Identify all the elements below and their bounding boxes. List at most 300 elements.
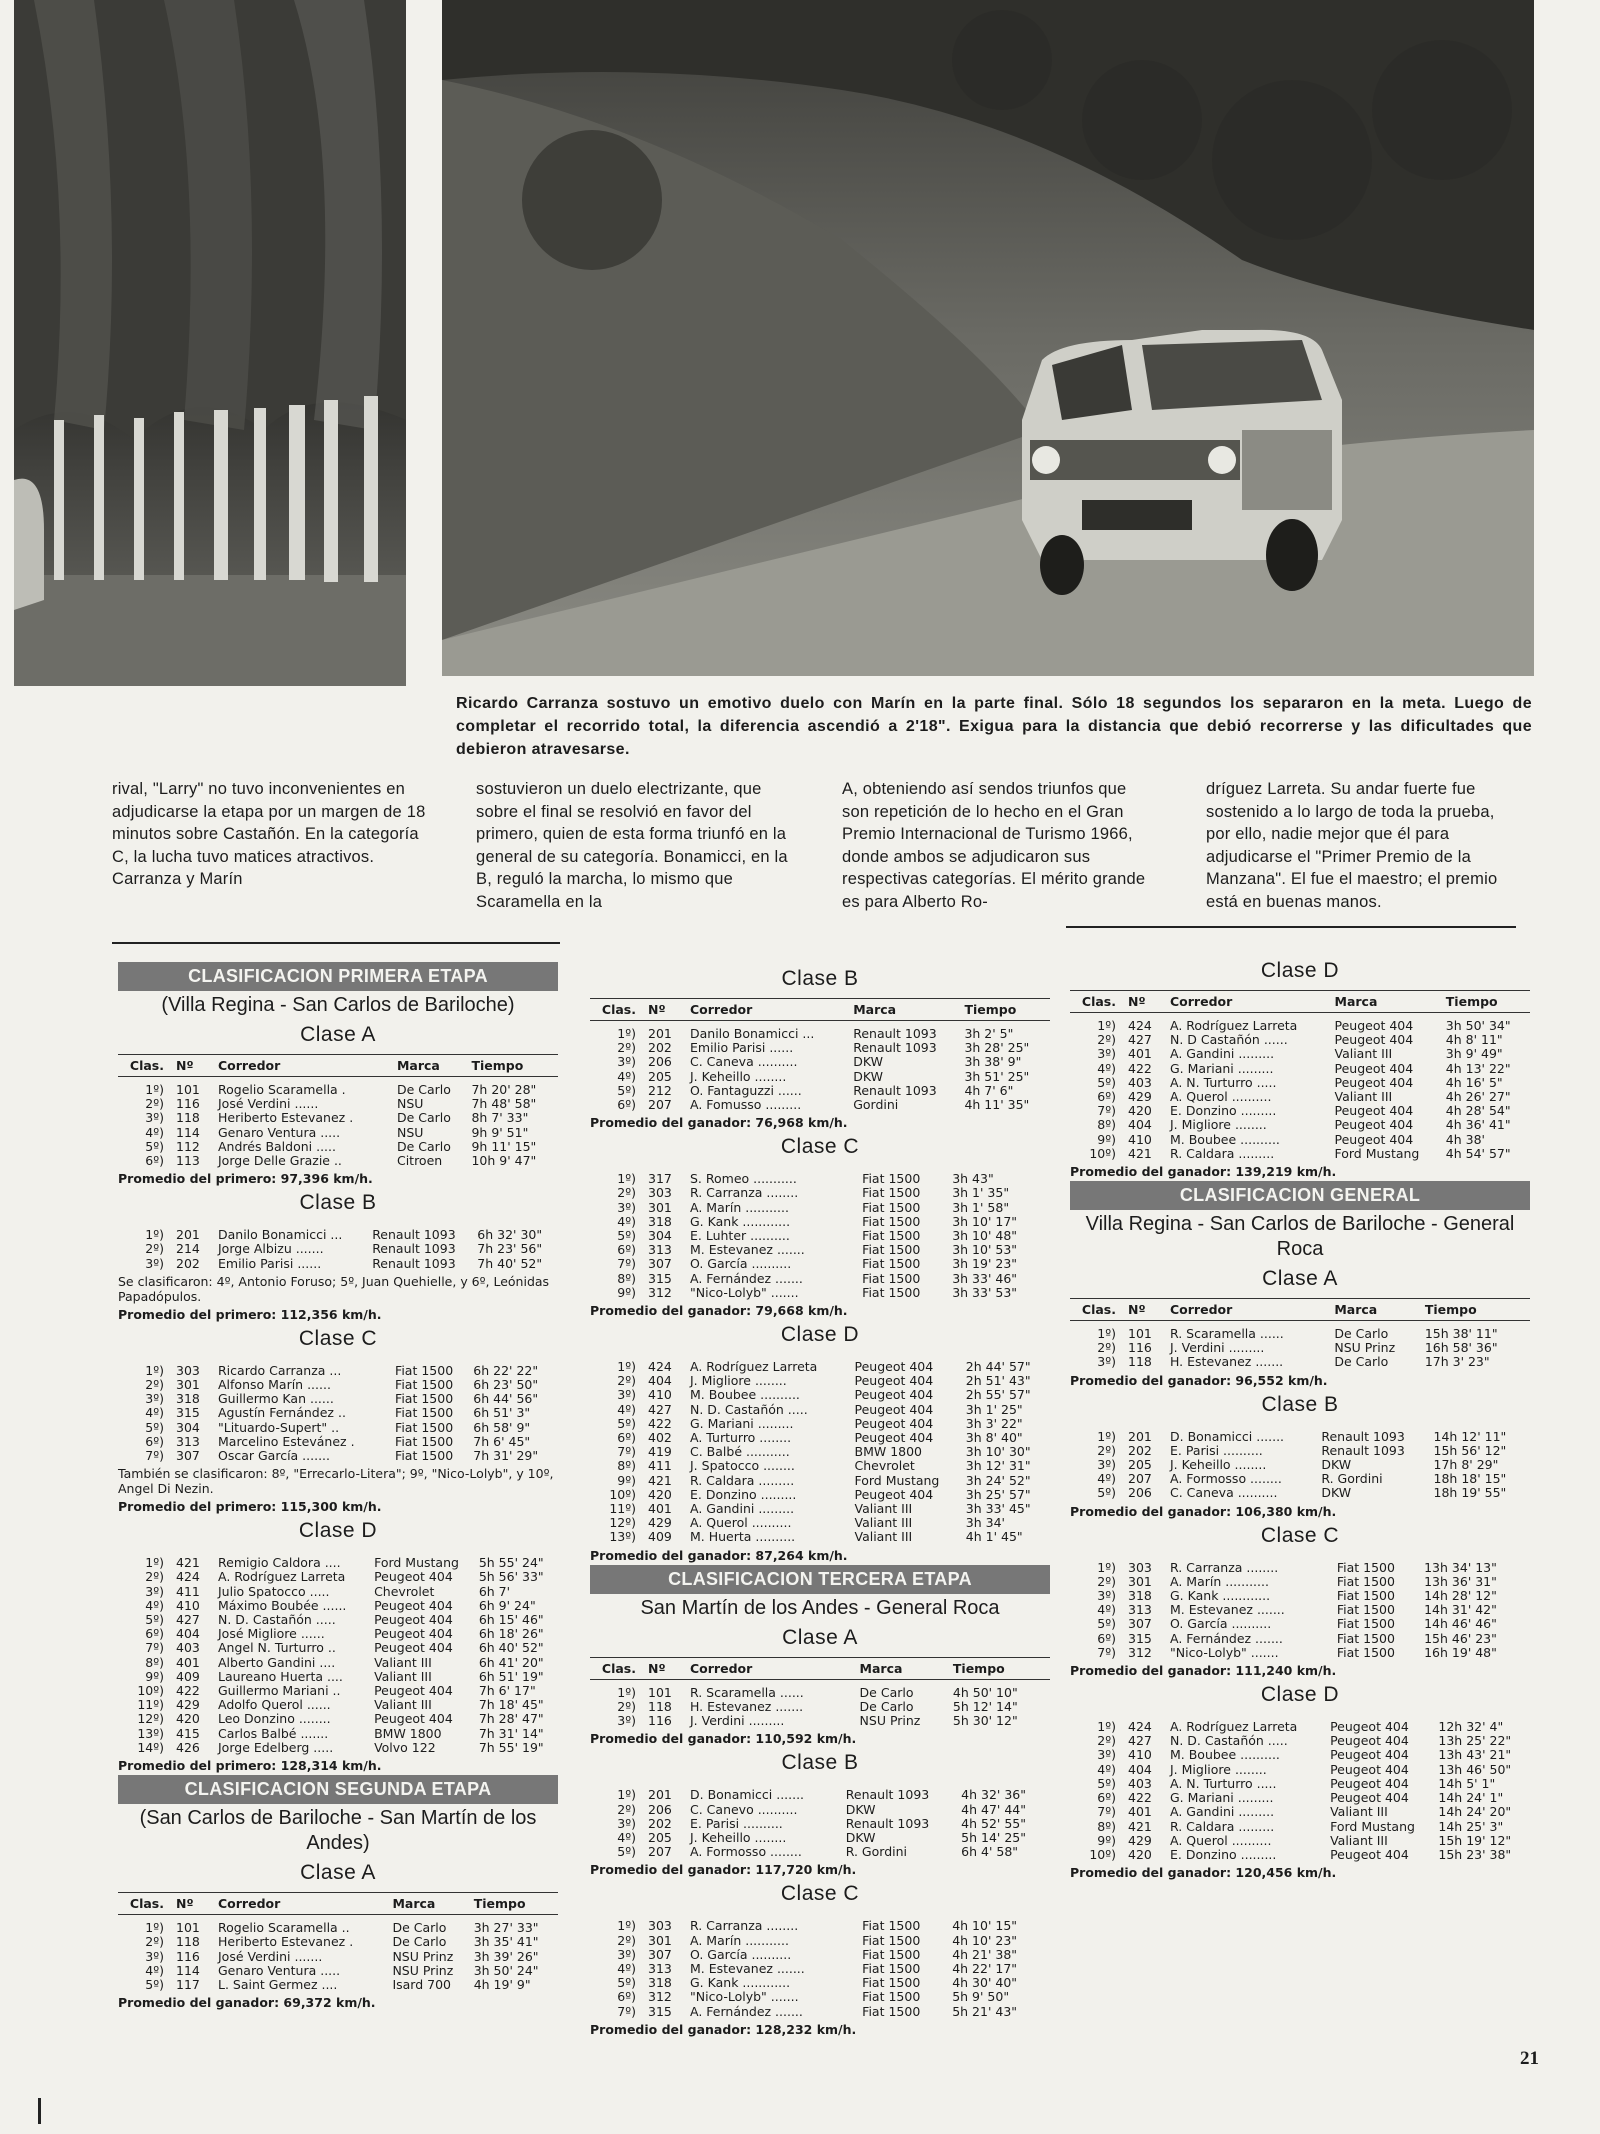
table-row: [1070, 1133, 1530, 1147]
time-cell: 4h 10' 23": [952, 1932, 1018, 1948]
make-cell: Valiant III: [374, 1697, 432, 1713]
column-header-make: Marca: [395, 1055, 470, 1077]
table-row: [1070, 1646, 1530, 1660]
car-number-cell: 206: [1128, 1485, 1152, 1501]
class-heading: Clase C: [780, 1882, 860, 1906]
car-number-cell: 420: [176, 1711, 200, 1727]
time-cell: 4h 10' 15": [952, 1918, 1018, 1934]
time-cell: 14h 28' 12": [1424, 1588, 1497, 1604]
position-cell: 2º): [1097, 1032, 1116, 1048]
intro-column-2: [476, 778, 790, 913]
car-number-cell: 401: [1128, 1804, 1152, 1820]
make-cell: Fiat 1500: [1336, 1559, 1395, 1575]
table-row: [1070, 1090, 1530, 1104]
results-table: [1070, 1298, 1530, 1370]
table-row: [1070, 1555, 1530, 1575]
car-number-cell: 101: [1128, 1326, 1152, 1342]
table-row: [118, 1950, 558, 1964]
make-cell: Peugeot 404: [1330, 1846, 1409, 1862]
position-cell: 5º): [145, 1138, 164, 1154]
driver-cell: José Migliore ......: [218, 1626, 325, 1642]
car-number-cell: 117: [176, 1976, 200, 1992]
time-cell: 16h 58' 36": [1424, 1340, 1498, 1356]
position-cell: 3º): [145, 1391, 164, 1407]
position-cell: 2º): [617, 1932, 636, 1948]
driver-cell: Leo Donzino ........: [218, 1711, 331, 1727]
car-number-cell: 202: [648, 1040, 672, 1056]
table-row: [590, 1388, 1050, 1402]
average-speed: Promedio del ganador: 111,240 km/h.: [1070, 1663, 1337, 1679]
position-cell: 10º): [137, 1683, 164, 1699]
average-speed: Promedio del ganador: 96,552 km/h.: [1070, 1372, 1328, 1388]
make-cell: Ford Mustang: [374, 1555, 459, 1571]
make-cell: Fiat 1500: [862, 1242, 921, 1258]
driver-cell: E. Luhter ..........: [690, 1228, 790, 1244]
make-cell: Renault 1093: [1321, 1428, 1405, 1444]
car-number-cell: 401: [176, 1654, 200, 1670]
position-cell: 2º): [145, 1934, 164, 1950]
car-number-cell: 114: [176, 1962, 200, 1978]
car-number-cell: 424: [1128, 1719, 1152, 1735]
table-row: [118, 1964, 558, 1978]
results-column-left: [118, 962, 558, 2012]
make-cell: R. Gordini: [845, 1844, 907, 1860]
classification-note: Se clasificaron: 4º, Antonio Foruso; 5º, Juan Quehielle, y 6º, Leónidas Papadópulos.: [118, 1273, 550, 1304]
table-row: [590, 1098, 1050, 1112]
driver-cell: C. Caneva ..........: [690, 1054, 798, 1070]
car-number-cell: 118: [648, 1698, 672, 1714]
photo-forest-road: [14, 0, 406, 686]
intro-column-1: [112, 778, 426, 891]
time-cell: 3h 38' 9": [964, 1054, 1022, 1070]
stage-route: San Martín de los Andes - General Roca: [640, 1596, 1000, 1619]
driver-cell: R. Carranza ........: [690, 1918, 799, 1934]
table-row: [118, 1585, 558, 1599]
make-cell: De Carlo: [392, 1934, 447, 1950]
time-cell: 3h 8' 40": [965, 1430, 1023, 1446]
time-cell: 3h 27' 33": [473, 1920, 539, 1936]
position-cell: 6º): [1097, 1790, 1116, 1806]
make-cell: Peugeot 404: [1334, 1074, 1414, 1090]
time-cell: 3h 33' 46": [952, 1270, 1018, 1286]
make-cell: Renault 1093: [372, 1227, 456, 1243]
driver-cell: A. Gandini .........: [1170, 1046, 1275, 1062]
make-cell: Renault 1093: [372, 1255, 456, 1271]
driver-cell: Ricardo Carranza ...: [218, 1362, 342, 1378]
position-cell: 1º): [145, 1555, 164, 1571]
driver-cell: A. Turturro ........: [690, 1430, 792, 1446]
car-number-cell: 205: [1128, 1457, 1152, 1473]
divider-rule: [112, 942, 560, 944]
time-cell: 15h 19' 12": [1438, 1832, 1512, 1848]
make-cell: Renault 1093: [845, 1815, 930, 1831]
table-row: [118, 1599, 558, 1613]
driver-cell: Genaro Ventura .....: [218, 1124, 341, 1140]
table-row: [1070, 1632, 1530, 1646]
position-cell: 5º): [617, 1844, 636, 1860]
car-number-cell: 318: [648, 1213, 672, 1229]
make-cell: Fiat 1500: [1336, 1630, 1395, 1646]
position-cell: 2º): [617, 1698, 636, 1714]
table-row: [590, 1215, 1050, 1229]
table-row: [118, 1613, 558, 1627]
driver-cell: A. Rodríguez Larreta: [1170, 1719, 1298, 1735]
driver-cell: Alberto Gandini ....: [218, 1654, 336, 1670]
driver-cell: "Lituardo-Supert" ..: [218, 1419, 340, 1435]
table-row: [590, 1243, 1050, 1257]
car-number-cell: 212: [648, 1082, 672, 1098]
position-cell: 1º): [617, 1171, 636, 1187]
stage-route: Villa Regina - San Carlos de Bariloche - General Roca: [1085, 1213, 1515, 1261]
time-cell: 14h 31' 42": [1424, 1602, 1497, 1618]
table-row: [118, 1727, 558, 1741]
make-cell: Valiant III: [854, 1501, 913, 1517]
table-row: [1070, 1777, 1530, 1791]
position-cell: 6º): [1097, 1630, 1116, 1646]
photo-caption: Ricardo Carranza sostuvo un emotivo duelo con Marín en la parte final. Sólo 18 segundos los separaron en la meta. Luego de completar el recorrido total, la diferencia ascendió a 2'18". Exigua para la distancia que debió recorrerse y las dificultades que debieron atravesarse.: [456, 695, 1532, 758]
driver-cell: M. Estevanez .......: [690, 1242, 805, 1258]
table-row: [1070, 1341, 1530, 1355]
position-cell: 3º): [145, 1583, 164, 1599]
table-row: [590, 1913, 1050, 1933]
driver-cell: A. Fernández .......: [690, 2003, 803, 2019]
driver-cell: C. Caneva ..........: [1170, 1485, 1278, 1501]
car-number-cell: 206: [648, 1801, 672, 1817]
column-header-make: Marca: [858, 1657, 951, 1679]
make-cell: De Carlo: [1334, 1326, 1389, 1342]
table-row: [1070, 1321, 1530, 1342]
driver-cell: G. Mariani .........: [1170, 1060, 1274, 1076]
time-cell: 3h 35' 41": [473, 1934, 539, 1950]
driver-cell: Angel N. Turturro ..: [218, 1640, 336, 1656]
section-banner: CLASIFICACION TERCERA ETAPA: [590, 1565, 1050, 1594]
table-row: [118, 1435, 558, 1449]
time-cell: 2h 44' 57": [965, 1359, 1031, 1375]
position-cell: 5º): [617, 1975, 636, 1991]
position-cell: 4º): [1097, 1761, 1116, 1777]
car-number-cell: 114: [176, 1124, 200, 1140]
driver-cell: R. Scaramella ......: [690, 1684, 804, 1700]
table-row: [118, 1154, 558, 1168]
position-cell: 2º): [1097, 1442, 1116, 1458]
table-header-row: [590, 1657, 1050, 1679]
driver-cell: M. Boubee ..........: [690, 1387, 800, 1403]
class-heading: Clase A: [1262, 1267, 1338, 1291]
make-cell: Peugeot 404: [374, 1612, 453, 1628]
driver-cell: G. Mariani .........: [1170, 1790, 1274, 1806]
position-cell: 4º): [145, 1962, 164, 1978]
driver-cell: Danilo Bonamicci ...: [218, 1227, 343, 1243]
table-row: [590, 1990, 1050, 2004]
car-number-cell: 307: [176, 1448, 200, 1464]
make-cell: Fiat 1500: [862, 1946, 921, 1962]
table-row: [1070, 1472, 1530, 1486]
driver-cell: E. Parisi ..........: [1170, 1442, 1263, 1458]
time-cell: 6h 15' 46": [478, 1612, 544, 1628]
position-cell: 3º): [1097, 1747, 1116, 1763]
driver-cell: R. Caldara .........: [1170, 1145, 1275, 1161]
driver-cell: Rogelio Scaramella ..: [218, 1920, 350, 1936]
make-cell: BMW 1800: [854, 1444, 923, 1460]
time-cell: 2h 55' 57": [965, 1387, 1031, 1403]
make-cell: Peugeot 404: [1334, 1032, 1414, 1048]
column-header-time: Tiempo: [469, 1055, 558, 1077]
car-number-cell: 404: [1128, 1117, 1152, 1133]
position-cell: 4º): [617, 1213, 636, 1229]
make-cell: Valiant III: [1334, 1089, 1393, 1105]
driver-cell: N. D. Castañón .....: [218, 1612, 336, 1628]
car-number-cell: 201: [648, 1026, 672, 1041]
table-row: [1070, 1734, 1530, 1748]
make-cell: Peugeot 404: [854, 1401, 934, 1417]
average-speed: Promedio del ganador: 110,592 km/h.: [590, 1731, 857, 1747]
column-header-num: Nº: [646, 1657, 688, 1679]
position-cell: 1º): [617, 1787, 636, 1803]
time-cell: 6h 22' 22": [473, 1362, 539, 1378]
make-cell: Renault 1093: [853, 1082, 937, 1098]
car-number-cell: 410: [648, 1387, 672, 1403]
make-cell: Fiat 1500: [862, 1199, 921, 1215]
car-number-cell: 205: [648, 1068, 672, 1084]
page-number: 21: [1520, 2048, 1539, 2069]
table-row: [118, 1627, 558, 1641]
results-table: [118, 1892, 558, 1992]
car-number-cell: 116: [176, 1096, 200, 1112]
position-cell: 12º): [137, 1711, 164, 1727]
position-cell: 13º): [137, 1725, 164, 1741]
table-row: [590, 1516, 1050, 1530]
position-cell: 1º): [145, 1227, 164, 1243]
table-row: [118, 1741, 558, 1755]
position-cell: 7º): [617, 1444, 636, 1460]
car-number-cell: 301: [648, 1932, 672, 1948]
driver-cell: A. N. Turturro .....: [1170, 1775, 1277, 1791]
position-cell: 8º): [1097, 1818, 1116, 1834]
time-cell: 3h 33' 45": [965, 1501, 1031, 1517]
make-cell: De Carlo: [859, 1698, 914, 1714]
car-number-cell: 427: [648, 1401, 672, 1417]
table-row: [590, 2005, 1050, 2019]
car-number-cell: 403: [1128, 1074, 1152, 1090]
table-row: [1070, 1147, 1530, 1161]
make-cell: Peugeot 404: [1334, 1018, 1414, 1033]
table-row: [590, 1021, 1050, 1042]
driver-cell: A. Marín ...........: [690, 1199, 789, 1215]
time-cell: 7h 31' 29": [473, 1448, 539, 1464]
make-cell: Fiat 1500: [395, 1362, 454, 1378]
make-cell: Fiat 1500: [395, 1433, 454, 1449]
margin-mark: [38, 2098, 41, 2124]
time-cell: 3h 10' 17": [952, 1213, 1018, 1229]
position-cell: 3º): [617, 1713, 636, 1729]
position-cell: 1º): [1097, 1326, 1116, 1342]
class-heading: Clase B: [1261, 1392, 1339, 1416]
make-cell: NSU: [396, 1096, 424, 1112]
table-row: [1070, 1748, 1530, 1762]
time-cell: 5h 21' 43": [952, 2003, 1018, 2019]
car-number-cell: 116: [648, 1713, 672, 1729]
position-cell: 2º): [617, 1801, 636, 1817]
section-banner: CLASIFICACION GENERAL: [1070, 1181, 1530, 1210]
average-speed: Promedio del ganador: 106,380 km/h.: [1070, 1503, 1337, 1519]
position-cell: 1º): [617, 1918, 636, 1934]
driver-cell: A. Rodríguez Larreta: [218, 1569, 346, 1585]
car-number-cell: 318: [176, 1391, 200, 1407]
table-row: [118, 1670, 558, 1684]
car-number-cell: 205: [648, 1829, 672, 1845]
make-cell: Fiat 1500: [1336, 1644, 1395, 1660]
driver-cell: N. D Castañón ......: [1170, 1032, 1288, 1048]
table-row: [1070, 1424, 1530, 1444]
time-cell: 13h 36' 31": [1424, 1573, 1497, 1589]
car-number-cell: 101: [176, 1920, 200, 1936]
car-number-cell: 415: [176, 1725, 200, 1741]
position-cell: 11º): [609, 1501, 636, 1517]
position-cell: 7º): [1097, 1804, 1116, 1820]
car-number-cell: 318: [1128, 1588, 1152, 1604]
car-number-cell: 409: [176, 1668, 200, 1684]
average-speed: Promedio del ganador: 117,720 km/h.: [590, 1862, 857, 1878]
photo-rally-car: [442, 0, 1534, 676]
driver-cell: J. Spatocco ........: [690, 1458, 795, 1474]
position-cell: 1º): [1097, 1719, 1116, 1735]
time-cell: 14h 24' 20": [1438, 1804, 1512, 1820]
position-cell: 7º): [617, 1256, 636, 1272]
average-speed: Promedio del primero: 115,300 km/h.: [118, 1499, 382, 1515]
driver-cell: M. Estevanez .......: [690, 1960, 805, 1976]
column-header-time: Tiempo: [1423, 1299, 1530, 1321]
car-number-cell: 421: [1128, 1145, 1152, 1161]
time-cell: 7h 31' 14": [478, 1725, 544, 1741]
intro-paragraph: sostuvieron un duelo electrizante, que sobre el final se resolvió en favor del primero, quien de esta forma triunfó en la general de su categoría. Bonamicci, en la B, reguló la marcha, lo mismo que Scaramella en la: [476, 780, 788, 911]
driver-cell: J. Migliore ........: [1170, 1761, 1267, 1777]
class-heading: Clase A: [782, 1625, 858, 1649]
column-header-make: Marca: [390, 1893, 471, 1915]
table-row: [590, 1431, 1050, 1445]
make-cell: Fiat 1500: [862, 1171, 921, 1187]
driver-cell: Marcelino Estevánez .: [218, 1433, 355, 1449]
make-cell: DKW: [845, 1829, 876, 1845]
driver-cell: A. Gandini .........: [1170, 1804, 1275, 1820]
make-cell: Chevrolet: [854, 1458, 915, 1474]
time-cell: 15h 23' 38": [1438, 1846, 1512, 1862]
car-number-cell: 411: [648, 1458, 672, 1474]
make-cell: Peugeot 404: [1330, 1761, 1409, 1777]
make-cell: Fiat 1500: [862, 1284, 921, 1300]
time-cell: 7h 6' 45": [473, 1433, 531, 1449]
car-number-cell: 410: [1128, 1747, 1152, 1763]
time-cell: 6h 51' 19": [478, 1668, 544, 1684]
make-cell: Fiat 1500: [862, 1989, 921, 2005]
time-cell: 3h 39' 26": [473, 1948, 539, 1964]
car-number-cell: 112: [176, 1138, 200, 1154]
make-cell: DKW: [1321, 1457, 1352, 1473]
position-cell: 4º): [1097, 1602, 1116, 1618]
time-cell: 3h 12' 31": [965, 1458, 1031, 1474]
time-cell: 4h 32' 36": [961, 1787, 1026, 1803]
make-cell: Peugeot 404: [854, 1359, 934, 1375]
class-heading: Clase B: [781, 1751, 859, 1775]
table-row: [590, 1782, 1050, 1802]
time-cell: 7h 20' 28": [471, 1082, 537, 1097]
car-number-cell: 301: [648, 1199, 672, 1215]
column-header-num: Nº: [1126, 1299, 1168, 1321]
position-cell: 9º): [617, 1284, 636, 1300]
time-cell: 3h 33' 53": [952, 1284, 1018, 1300]
driver-cell: Jorge Albizu .......: [218, 1241, 324, 1257]
table-row: [118, 1712, 558, 1726]
time-cell: 4h 26' 27": [1445, 1089, 1511, 1105]
car-number-cell: 420: [648, 1486, 672, 1502]
table-row: [590, 1700, 1050, 1714]
time-cell: 17h 8' 29": [1433, 1457, 1499, 1473]
position-cell: 10º): [1089, 1145, 1116, 1161]
car-number-cell: 312: [648, 1989, 672, 2005]
position-cell: 13º): [609, 1529, 636, 1545]
position-cell: 4º): [1097, 1471, 1116, 1487]
car-number-cell: 304: [648, 1228, 672, 1244]
time-cell: 4h 36' 41": [1445, 1117, 1511, 1133]
time-cell: 14h 24' 1": [1438, 1790, 1504, 1806]
car-number-cell: 202: [1128, 1442, 1152, 1458]
make-cell: Peugeot 404: [1330, 1733, 1409, 1749]
table-row: [118, 1421, 558, 1435]
position-cell: 6º): [617, 1242, 636, 1258]
position-cell: 2º): [1097, 1733, 1116, 1749]
average-speed: Promedio del primero: 97,396 km/h.: [118, 1171, 373, 1187]
make-cell: Fiat 1500: [862, 1185, 921, 1201]
make-cell: Fiat 1500: [862, 1975, 921, 1991]
make-cell: Peugeot 404: [854, 1415, 934, 1431]
position-cell: 3º): [617, 1199, 636, 1215]
car-number-cell: 307: [648, 1946, 672, 1962]
table-row: [590, 1934, 1050, 1948]
driver-cell: A. Querol ..........: [1170, 1089, 1272, 1105]
driver-cell: O. Fantaguzzi ......: [690, 1082, 802, 1098]
car-number-cell: 429: [648, 1515, 672, 1531]
driver-cell: E. Parisi ..........: [690, 1815, 783, 1831]
car-number-cell: 424: [648, 1359, 672, 1375]
driver-cell: J. Verdini .........: [690, 1713, 785, 1729]
time-cell: 4h 28' 54": [1445, 1103, 1511, 1119]
position-cell: 10º): [1089, 1846, 1116, 1862]
driver-cell: J. Keheillo ........: [690, 1829, 787, 1845]
table-row: [118, 1378, 558, 1392]
position-cell: 5º): [1097, 1775, 1116, 1791]
position-cell: 6º): [145, 1626, 164, 1642]
column-header-driver: Corredor: [216, 1055, 395, 1077]
table-row: [118, 1978, 558, 1992]
car-number-cell: 421: [1128, 1818, 1152, 1834]
driver-cell: Danilo Bonamicci ...: [690, 1026, 815, 1041]
car-number-cell: 427: [176, 1612, 200, 1628]
time-cell: 3h 1' 25": [965, 1401, 1023, 1417]
table-row: [590, 1714, 1050, 1728]
classification-note: También se clasificaron: 8º, "Errecarlo-Litera"; 9º, "Nico-Lolyb", y 10º, Angel Di Nezin.: [118, 1466, 554, 1497]
make-cell: Valiant III: [854, 1515, 913, 1531]
driver-cell: A. Fernández .......: [690, 1270, 803, 1286]
position-cell: 1º): [1097, 1559, 1116, 1575]
car-number-cell: 403: [176, 1640, 200, 1656]
make-cell: Peugeot 404: [374, 1683, 453, 1699]
position-cell: 3º): [617, 1946, 636, 1962]
results-table: [118, 1054, 558, 1168]
table-row: [1070, 1355, 1530, 1369]
table-row: [590, 1948, 1050, 1962]
position-cell: 7º): [1097, 1103, 1116, 1119]
time-cell: 3h 9' 49": [1445, 1046, 1503, 1062]
make-cell: NSU Prinz: [1334, 1340, 1396, 1356]
